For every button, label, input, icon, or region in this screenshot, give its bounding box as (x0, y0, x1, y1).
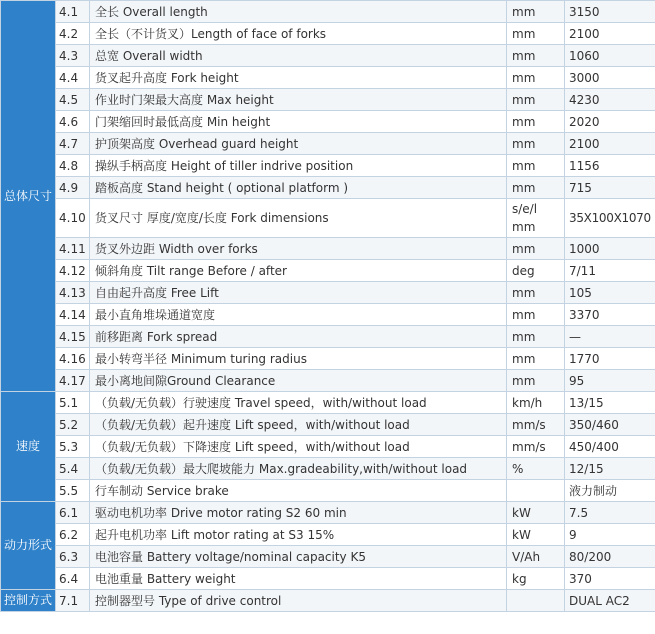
item-cell: 前移距离 Fork spread (90, 326, 507, 348)
unit-cell: % (507, 458, 565, 480)
row-number-cell: 4.13 (56, 282, 90, 304)
table-row (1, 67, 655, 89)
item-cell: 行车制动 Service brake (90, 480, 507, 502)
unit-cell: mm/s (507, 436, 565, 458)
value-cell: 1770 (565, 348, 655, 370)
unit-cell: kW (507, 502, 565, 524)
row-number-cell: 4.5 (56, 89, 90, 111)
unit-cell: V/Ah (507, 546, 565, 568)
unit-cell: mm (507, 155, 565, 177)
unit-cell: mm (507, 1, 565, 23)
category-cell: 总体尺寸 (1, 1, 56, 392)
table-row (1, 436, 655, 458)
unit-cell: mm (507, 67, 565, 89)
row-number-cell: 6.3 (56, 546, 90, 568)
unit-cell: mm (507, 111, 565, 133)
row-number-cell: 4.17 (56, 370, 90, 392)
row-number-cell: 6.4 (56, 568, 90, 590)
unit-cell: mm (507, 45, 565, 67)
row-number-cell: 4.8 (56, 155, 90, 177)
value-cell: 105 (565, 282, 655, 304)
row-number-cell: 7.1 (56, 590, 90, 612)
unit-cell: mm (507, 133, 565, 155)
unit-cell: km/h (507, 392, 565, 414)
table-row (1, 155, 655, 177)
item-cell: 全长 Overall length (90, 1, 507, 23)
item-cell: 最小直角堆垛通道宽度 (90, 304, 507, 326)
table-row (1, 326, 655, 348)
item-cell: 驱动电机功率 Drive motor rating S2 60 min (90, 502, 507, 524)
table-row (1, 133, 655, 155)
row-number-cell: 4.7 (56, 133, 90, 155)
value-cell: 370 (565, 568, 655, 590)
unit-cell: mm (507, 326, 565, 348)
table-row (1, 524, 655, 546)
value-cell: — (565, 326, 655, 348)
row-number-cell: 4.16 (56, 348, 90, 370)
row-number-cell: 4.1 (56, 1, 90, 23)
table-row (1, 23, 655, 45)
item-cell: （负载/无负载）起升速度 Lift speed，with/without load (90, 414, 507, 436)
table-row (1, 590, 655, 612)
category-cell: 速度 (1, 392, 56, 502)
value-cell: 3000 (565, 67, 655, 89)
unit-cell (507, 480, 565, 502)
value-cell: 13/15 (565, 392, 655, 414)
value-cell: 95 (565, 370, 655, 392)
row-number-cell: 4.11 (56, 238, 90, 260)
spec-table-body (1, 1, 655, 612)
table-row (1, 238, 655, 260)
row-number-cell: 5.4 (56, 458, 90, 480)
value-cell: 7/11 (565, 260, 655, 282)
item-cell: 起升电机功率 Lift motor rating at S3 15% (90, 524, 507, 546)
item-cell: 自由起升高度 Free Lift (90, 282, 507, 304)
item-cell: 货叉外边距 Width over forks (90, 238, 507, 260)
table-row (1, 546, 655, 568)
table-row (1, 282, 655, 304)
value-cell: 80/200 (565, 546, 655, 568)
row-number-cell: 4.10 (56, 199, 90, 238)
table-row (1, 414, 655, 436)
value-cell: 450/400 (565, 436, 655, 458)
value-cell: 715 (565, 177, 655, 199)
value-cell: 7.5 (565, 502, 655, 524)
unit-cell: mm (507, 238, 565, 260)
unit-cell: deg (507, 260, 565, 282)
unit-cell: kg (507, 568, 565, 590)
value-cell: 1060 (565, 45, 655, 67)
item-cell: 总宽 Overall width (90, 45, 507, 67)
row-number-cell: 4.2 (56, 23, 90, 45)
item-cell: 货叉尺寸 厚度/宽度/长度 Fork dimensions (90, 199, 507, 238)
table-row (1, 199, 655, 238)
item-cell: 全长（不计货叉）Length of face of forks (90, 23, 507, 45)
item-cell: 作业时门架最大高度 Max height (90, 89, 507, 111)
value-cell: 3370 (565, 304, 655, 326)
category-cell: 动力形式 (1, 502, 56, 590)
value-cell: 3150 (565, 1, 655, 23)
table-row (1, 392, 655, 414)
value-cell: 2020 (565, 111, 655, 133)
item-cell: 最小离地间隙Ground Clearance (90, 370, 507, 392)
row-number-cell: 4.4 (56, 67, 90, 89)
unit-cell: mm (507, 177, 565, 199)
value-cell: 350/460 (565, 414, 655, 436)
item-cell: （负载/无负载）最大爬坡能力 Max.gradeability,with/without load (90, 458, 507, 480)
unit-cell (507, 590, 565, 612)
item-cell: 倾斜角度 Tilt range Before / after (90, 260, 507, 282)
value-cell: 2100 (565, 133, 655, 155)
value-cell: 1156 (565, 155, 655, 177)
value-cell: 4230 (565, 89, 655, 111)
table-row (1, 45, 655, 67)
table-row (1, 1, 655, 23)
item-cell: 货叉起升高度 Fork height (90, 67, 507, 89)
item-cell: 控制器型号 Type of drive control (90, 590, 507, 612)
row-number-cell: 4.3 (56, 45, 90, 67)
unit-cell: mm (507, 23, 565, 45)
table-row (1, 480, 655, 502)
item-cell: 电池容量 Battery voltage/nominal capacity K5 (90, 546, 507, 568)
table-row (1, 458, 655, 480)
unit-cell: mm (507, 370, 565, 392)
unit-cell: mm (507, 89, 565, 111)
table-row (1, 111, 655, 133)
value-cell: 1000 (565, 238, 655, 260)
row-number-cell: 5.3 (56, 436, 90, 458)
item-cell: 电池重量 Battery weight (90, 568, 507, 590)
table-row (1, 568, 655, 590)
table-row (1, 89, 655, 111)
unit-cell: mm/s (507, 414, 565, 436)
unit-cell: mm (507, 282, 565, 304)
row-number-cell: 5.2 (56, 414, 90, 436)
table-row (1, 348, 655, 370)
unit-cell: mm (507, 304, 565, 326)
row-number-cell: 5.5 (56, 480, 90, 502)
value-cell: 9 (565, 524, 655, 546)
value-cell: DUAL AC2 (565, 590, 655, 612)
value-cell: 液力制动 (565, 480, 655, 502)
table-row (1, 260, 655, 282)
row-number-cell: 4.9 (56, 177, 90, 199)
category-cell: 控制方式 (1, 590, 56, 612)
row-number-cell: 5.1 (56, 392, 90, 414)
row-number-cell: 4.14 (56, 304, 90, 326)
item-cell: 门架缩回时最低高度 Min height (90, 111, 507, 133)
row-number-cell: 6.2 (56, 524, 90, 546)
row-number-cell: 4.6 (56, 111, 90, 133)
item-cell: 护顶架高度 Overhead guard height (90, 133, 507, 155)
item-cell: （负载/无负载）下降速度 Lift speed，with/without load (90, 436, 507, 458)
row-number-cell: 4.15 (56, 326, 90, 348)
item-cell: 最小转弯半径 Minimum turing radius (90, 348, 507, 370)
value-cell: 35X100X1070 (565, 199, 655, 238)
unit-cell: s/e/l mm (507, 199, 565, 238)
row-number-cell: 6.1 (56, 502, 90, 524)
row-number-cell: 4.12 (56, 260, 90, 282)
unit-cell: mm (507, 348, 565, 370)
value-cell: 2100 (565, 23, 655, 45)
unit-cell: kW (507, 524, 565, 546)
table-row (1, 304, 655, 326)
value-cell: 12/15 (565, 458, 655, 480)
table-row (1, 370, 655, 392)
table-row (1, 177, 655, 199)
table-row (1, 502, 655, 524)
item-cell: （负载/无负载）行驶速度 Travel speed，with/without load (90, 392, 507, 414)
item-cell: 操纵手柄高度 Height of tiller indrive position (90, 155, 507, 177)
item-cell: 踏板高度 Stand height ( optional platform ) (90, 177, 507, 199)
